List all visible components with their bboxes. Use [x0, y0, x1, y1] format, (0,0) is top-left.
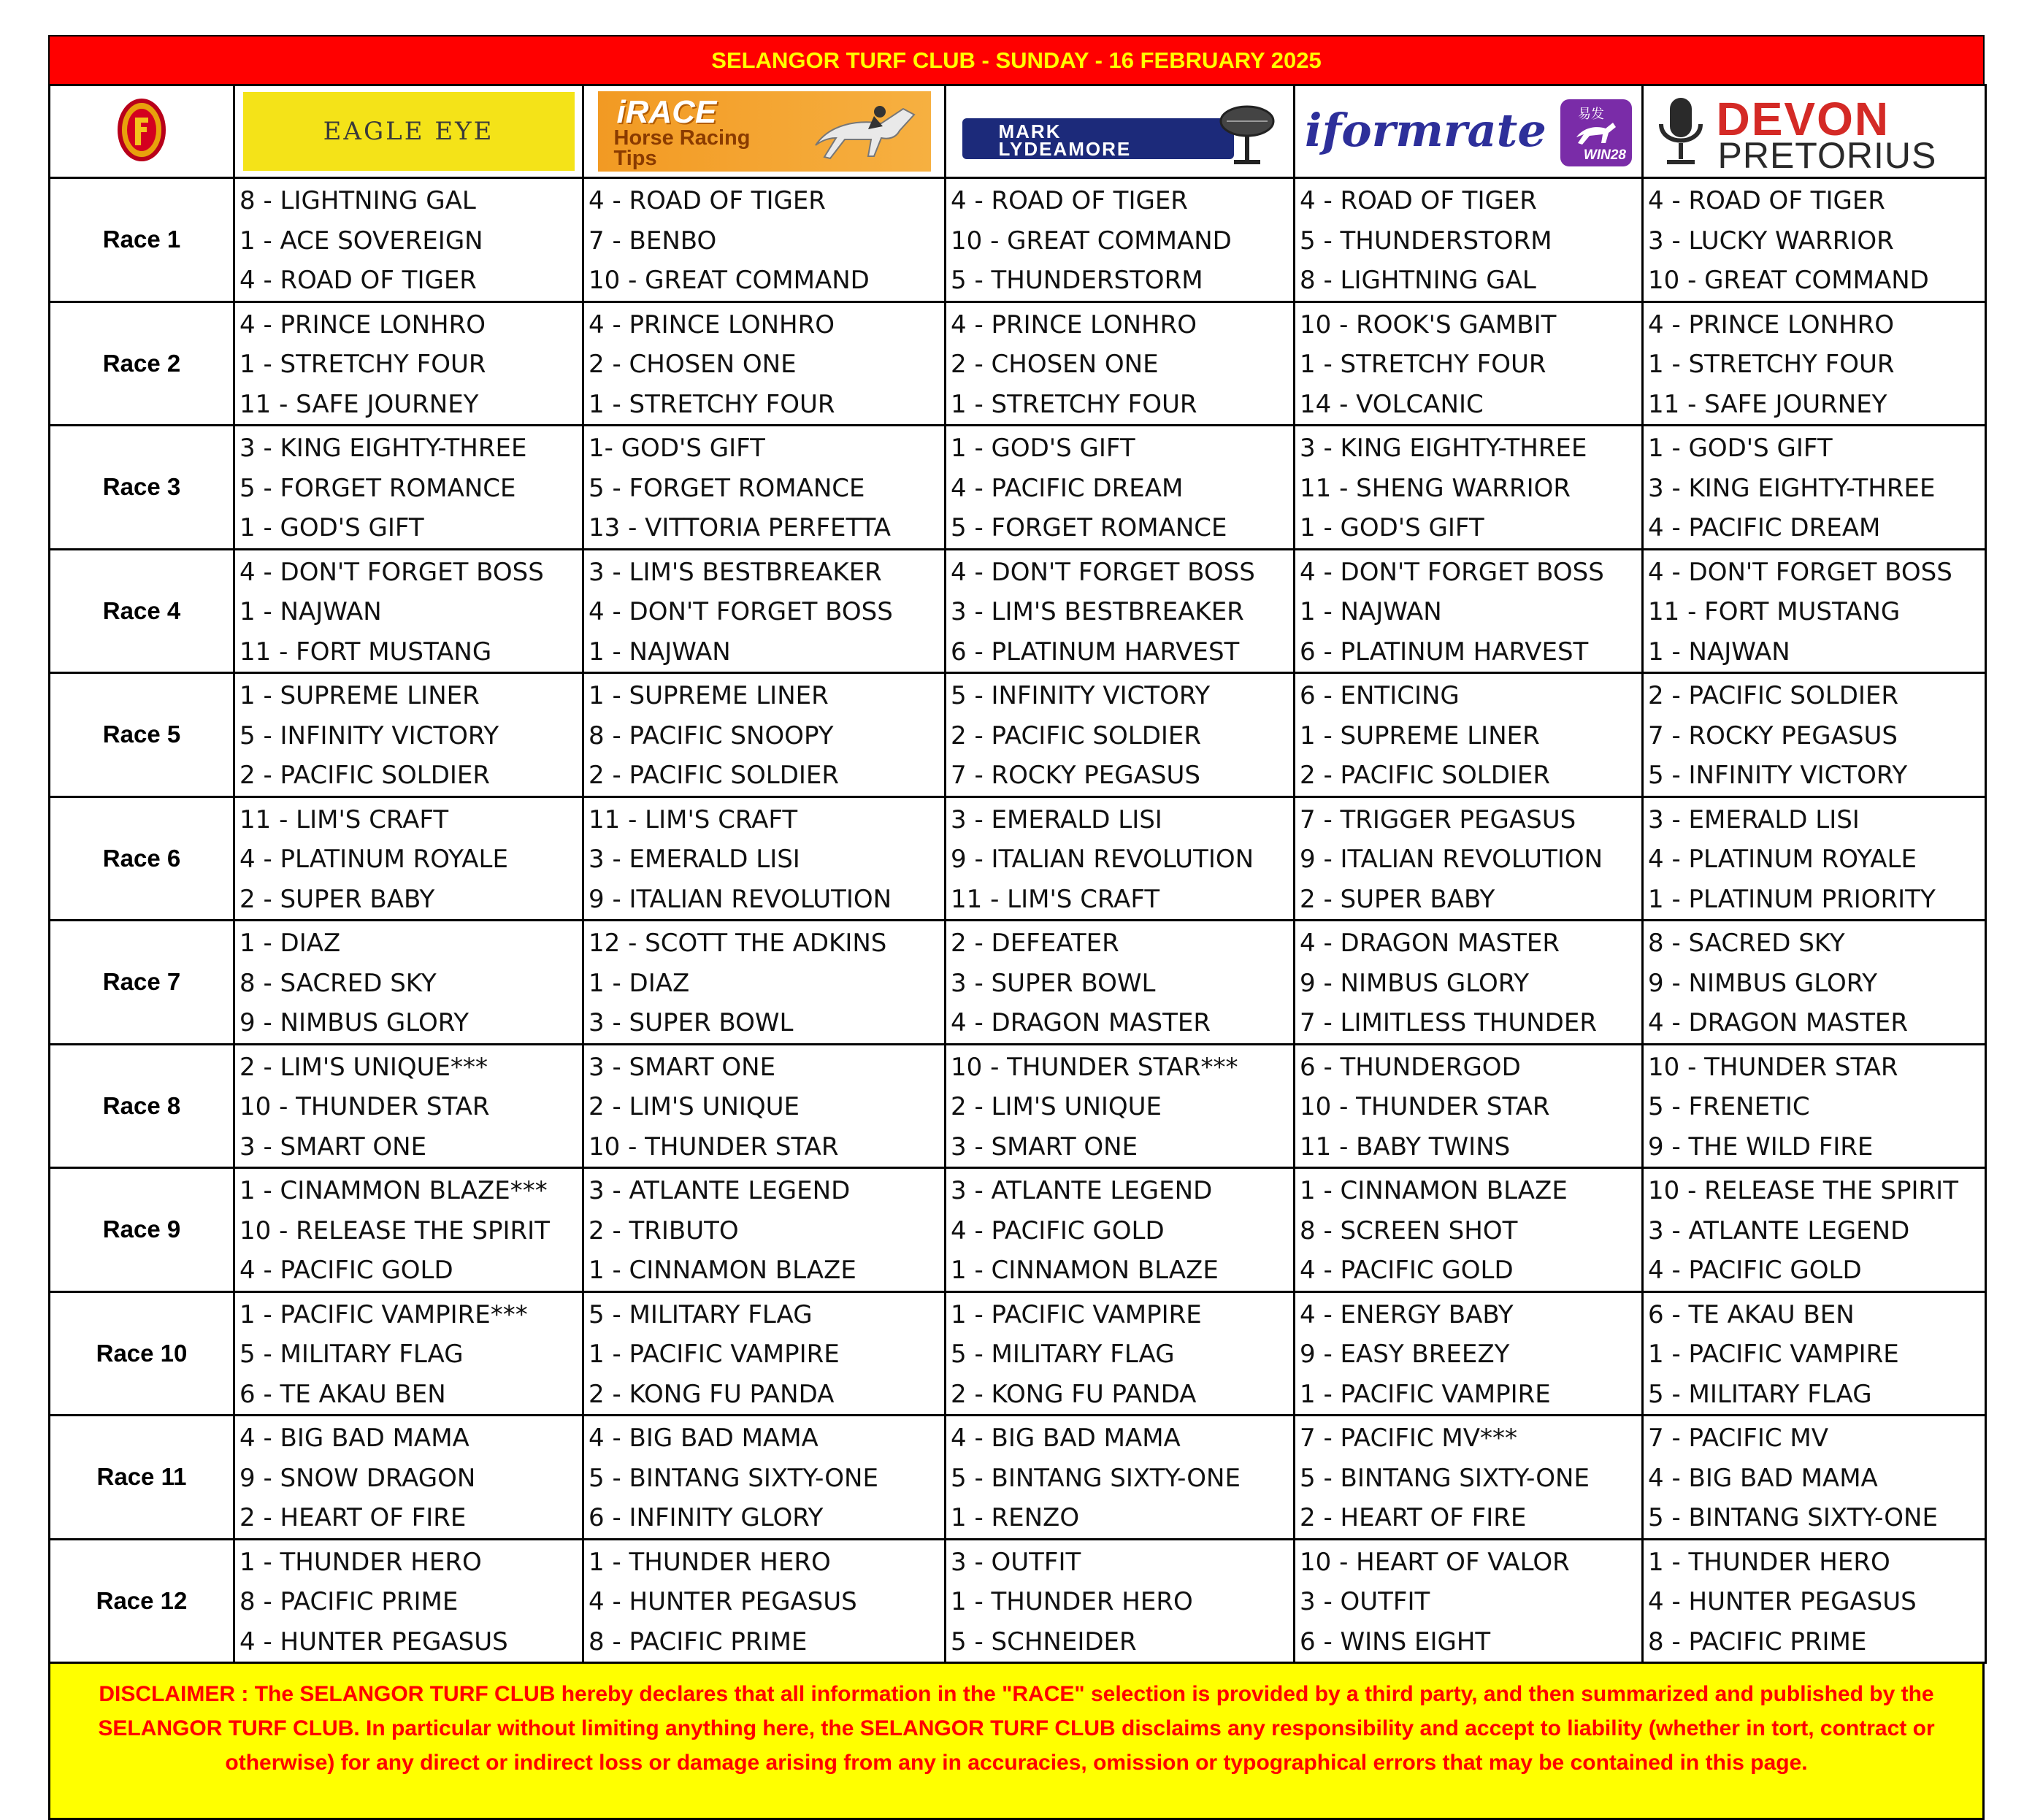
mark-lydeamore-tips-cell [946, 426, 1295, 550]
eagle-eye-tips-cell [234, 1044, 583, 1168]
race-row [50, 1539, 1986, 1663]
iformrate-tips-cell [1295, 302, 1643, 426]
tip-selection: 4 - HUNTER PEGASUS [589, 1587, 857, 1616]
tip-selection: 6 - WINS EIGHT [1300, 1627, 1491, 1656]
mark-lydeamore-logo-cell [946, 85, 1295, 178]
mark-lydeamore-tips-cell [946, 1539, 1295, 1663]
tip-selection: 4 - BIG BAD MAMA [239, 1424, 469, 1453]
tip-selection: 8 - LIGHTNING GAL [1300, 266, 1536, 295]
tip-selection: 4 - PACIFIC DREAM [1648, 513, 1881, 542]
tip-selection: 4 - ROAD OF TIGER [589, 186, 826, 215]
tip-selection: 4 - PRINCE LONHRO [239, 310, 486, 339]
devon-pretorius-tips-cell [1643, 1168, 1986, 1292]
tip-selection: 8 - PACIFIC PRIME [589, 1627, 808, 1656]
tip-selection: 3 - LIM'S BESTBREAKER [951, 597, 1244, 626]
tip-selection: 4 - BIG BAD MAMA [589, 1424, 819, 1453]
iformrate-tips-cell [1295, 673, 1643, 797]
tip-selection: 1 - PACIFIC VAMPIRE [589, 1340, 840, 1369]
tip-selection: 3 - KING EIGHTY-THREE [239, 434, 527, 463]
tip-selection: 1 - PACIFIC VAMPIRE*** [239, 1299, 528, 1329]
tip-selection: 11 - SAFE JOURNEY [239, 389, 479, 419]
race-row [50, 302, 1986, 426]
race-row [50, 921, 1986, 1045]
tip-selection: 6 - PLATINUM HARVEST [951, 637, 1240, 667]
tip-selection: 1 - SUPREME LINER [1300, 721, 1540, 750]
mark-lydeamore-tips-cell [946, 1044, 1295, 1168]
race-row [50, 1416, 1986, 1540]
irace-logo-subtitle: Horse Racing Tips [613, 126, 751, 170]
mark-lydeamore-tips-cell [946, 1291, 1295, 1416]
tip-selection: 1- GOD'S GIFT [589, 434, 765, 463]
irace-tips-cell [583, 426, 946, 550]
tip-selection: 3 - SMART ONE [239, 1132, 427, 1162]
tip-selection: 1 - DIAZ [239, 929, 341, 958]
tip-selection: 1 - PACIFIC VAMPIRE [1300, 1379, 1551, 1409]
tip-selection: 11 - FORT MUSTANG [239, 637, 492, 667]
mark-lydeamore-name: MARK LYDEAMORE [962, 118, 1234, 159]
tip-selection: 3 - LUCKY WARRIOR [1648, 226, 1894, 256]
race-label: Race 3 [50, 426, 234, 550]
tip-selection: 3 - OUTFIT [951, 1547, 1081, 1577]
race-label: Race 11 [50, 1416, 234, 1540]
tip-selection: 8 - SACRED SKY [239, 968, 437, 998]
tip-selection: 9 - NIMBUS GLORY [1648, 968, 1877, 998]
tip-selection: 5 - BINTANG SIXTY-ONE [589, 1463, 878, 1493]
tip-selection: 5 - THUNDERSTORM [1300, 226, 1552, 256]
tip-selection: 9 - ITALIAN REVOLUTION [951, 845, 1254, 874]
tip-selection: 3 - OUTFIT [1300, 1587, 1430, 1616]
iformrate-tips-cell [1295, 1291, 1643, 1416]
tip-selection: 10 - THUNDER STAR [1648, 1052, 1898, 1082]
tip-selection: 1 - THUNDER HERO [1648, 1547, 1890, 1577]
eagle-eye-tips-cell [234, 302, 583, 426]
tip-selection: 3 - ATLANTE LEGEND [589, 1176, 851, 1205]
mark-lydeamore-tips-cell [946, 549, 1295, 673]
tip-selection: 9 - ITALIAN REVOLUTION [589, 884, 892, 914]
tip-selection: 4 - PRINCE LONHRO [589, 310, 835, 339]
tip-selection: 4 - ENERGY BABY [1300, 1299, 1514, 1329]
tip-selection: 4 - DRAGON MASTER [951, 1008, 1211, 1037]
mark-lydeamore-tips-cell [946, 1168, 1295, 1292]
tip-selection: 6 - ENTICING [1300, 681, 1460, 710]
devon-pretorius-logo [1647, 92, 1982, 176]
tip-selection: 2 - HEART OF FIRE [1300, 1503, 1527, 1532]
tip-selection: 6 - THUNDERGOD [1300, 1052, 1521, 1082]
disclaimer: DISCLAIMER : The SELANGOR TURF CLUB hereby declares that all information in the "RACE" selection is provided by a third party, and then summarized and published by the SELANGOR TURF CLUB. In particular without limiting anything here, the SELANGOR TURF CLUB disclaims any responsibility and accept to liability (whether in tort, contract or otherwise) for any direct or indirect loss or damage arising from any in accuracies, omission or typographical errors that may be contained in this page. [48, 1664, 1985, 1820]
tip-selection: 2 - SUPER BABY [239, 884, 435, 914]
tip-selection: 1 - PACIFIC VAMPIRE [1648, 1340, 1899, 1369]
tip-selection: 3 - KING EIGHTY-THREE [1648, 473, 1936, 503]
tip-selection: 5 - FORGET ROMANCE [951, 513, 1227, 542]
tip-selection: 1 - NAJWAN [1648, 637, 1790, 667]
tip-selection: 9 - EASY BREEZY [1300, 1340, 1510, 1369]
tip-selection: 1 - STRETCHY FOUR [1648, 350, 1895, 379]
irace-tips-cell [583, 1044, 946, 1168]
tip-selection: 1 - ACE SOVEREIGN [239, 226, 483, 256]
tip-selection: 5 - BINTANG SIXTY-ONE [951, 1463, 1241, 1493]
tip-selection: 3 - SUPER BOWL [589, 1008, 794, 1037]
tip-selection: 11 - LIM'S CRAFT [951, 884, 1160, 914]
running-horse-icon [1573, 120, 1617, 146]
tip-selection: 11 - LIM'S CRAFT [239, 805, 449, 834]
mark-lydeamore-logo [962, 96, 1278, 166]
tip-selection: 4 - HUNTER PEGASUS [239, 1627, 508, 1656]
tip-selection: 5 - MILITARY FLAG [951, 1340, 1175, 1369]
tip-selection: 1 - PLATINUM PRIORITY [1648, 884, 1936, 914]
tip-selection: 4 - PRINCE LONHRO [951, 310, 1197, 339]
race-label: Race 5 [50, 673, 234, 797]
tip-selection: 3 - ATLANTE LEGEND [1648, 1216, 1910, 1245]
microphone-icon [1205, 96, 1278, 166]
devon-pretorius-tips-cell [1643, 921, 1986, 1045]
iformrate-tips-cell [1295, 549, 1643, 673]
eagle-eye-tips-cell [234, 673, 583, 797]
tip-selection: 5 - INFINITY VICTORY [239, 721, 499, 750]
iformrate-tips-cell [1295, 921, 1643, 1045]
tip-selection: 4 - DON'T FORGET BOSS [1300, 557, 1604, 587]
tip-selection: 1 - CINNAMON BLAZE [951, 1256, 1219, 1285]
tip-selection: 1 - THUNDER HERO [951, 1587, 1193, 1616]
devon-pretorius-tips-cell [1643, 1044, 1986, 1168]
tip-selection: 5 - MILITARY FLAG [589, 1299, 813, 1329]
tip-selection: 11 - SHENG WARRIOR [1300, 473, 1571, 503]
selangor-turf-club-logo-icon [116, 97, 167, 163]
race-row [50, 178, 1986, 302]
tip-selection: 7 - BENBO [589, 226, 717, 256]
race-row [50, 1168, 1986, 1292]
devon-wordmark: DEVON [1716, 93, 1890, 145]
tip-selection: 4 - DON'T FORGET BOSS [1648, 557, 1952, 587]
tip-selection: 5 - MILITARY FLAG [239, 1340, 464, 1369]
tip-selection: 3 - EMERALD LISI [589, 845, 800, 874]
tip-selection: 1 - GOD'S GIFT [951, 434, 1135, 463]
tip-selection: 7 - ROCKY PEGASUS [951, 761, 1200, 790]
eagle-eye-tips-cell [234, 1416, 583, 1540]
tip-selection: 1 - THUNDER HERO [239, 1547, 482, 1577]
tip-selection: 5 - FORGET ROMANCE [589, 473, 865, 503]
tip-selection: 4 - PLATINUM ROYALE [1648, 845, 1917, 874]
race-row [50, 426, 1986, 550]
win28-badge: 易发 WIN28 [1560, 99, 1632, 166]
race-label: Race 12 [50, 1539, 234, 1663]
race-label: Race 10 [50, 1291, 234, 1416]
tip-selection: 7 - LIMITLESS THUNDER [1300, 1008, 1597, 1037]
tip-selection: 2 - PACIFIC SOLDIER [1300, 761, 1551, 790]
mark-lydeamore-tips-cell [946, 302, 1295, 426]
tip-selection: 1 - STRETCHY FOUR [589, 389, 835, 419]
tip-selection: 9 - SNOW DRAGON [239, 1463, 476, 1493]
devon-pretorius-logo-cell [1643, 85, 1986, 178]
eagle-eye-tips-cell [234, 921, 583, 1045]
devon-pretorius-tips-cell [1643, 1539, 1986, 1663]
tip-selection: 8 - PACIFIC PRIME [1648, 1627, 1867, 1656]
tip-selection: 4 - PACIFIC GOLD [239, 1256, 453, 1285]
race-label: Race 4 [50, 549, 234, 673]
tip-selection: 4 - BIG BAD MAMA [951, 1424, 1181, 1453]
devon-pretorius-tips-cell [1643, 426, 1986, 550]
eagle-eye-tips-cell [234, 796, 583, 921]
tip-selection: 3 - SMART ONE [951, 1132, 1138, 1162]
tip-selection: 10 - THUNDER STAR*** [951, 1052, 1238, 1082]
race-label: Race 6 [50, 796, 234, 921]
tip-selection: 10 - THUNDER STAR [589, 1132, 839, 1162]
tip-selection: 1 - GOD'S GIFT [1300, 513, 1484, 542]
eagle-eye-tips-cell [234, 1168, 583, 1292]
tip-selection: 3 - SUPER BOWL [951, 968, 1156, 998]
tip-selection: 1 - NAJWAN [1300, 597, 1442, 626]
tip-selection: 5 - BINTANG SIXTY-ONE [1648, 1503, 1938, 1532]
tip-selection: 5 - MILITARY FLAG [1648, 1379, 1872, 1409]
race-row [50, 796, 1986, 921]
iformrate-tips-cell [1295, 1044, 1643, 1168]
tip-selection: 4 - DON'T FORGET BOSS [239, 557, 544, 587]
tip-selection: 4 - ROAD OF TIGER [1648, 186, 1885, 215]
devon-pretorius-tips-cell [1643, 178, 1986, 302]
racehorse-icon [801, 94, 925, 167]
iformrate-logo [1302, 93, 1635, 169]
irace-logo-title: iRACE [616, 94, 717, 130]
race-row [50, 549, 1986, 673]
eagle-eye-logo: EAGLE EYE [243, 92, 575, 171]
tip-selection: 2 - PACIFIC SOLDIER [1648, 681, 1899, 710]
devon-pretorius-tips-cell [1643, 1291, 1986, 1416]
tip-selection: 5 - SCHNEIDER [951, 1627, 1137, 1656]
tip-selection: 10 - THUNDER STAR [1300, 1092, 1550, 1121]
race-row [50, 1291, 1986, 1416]
tip-selection: 3 - EMERALD LISI [951, 805, 1162, 834]
pretorius-wordmark: PRETORIUS [1717, 135, 1937, 176]
tip-selection: 4 - DON'T FORGET BOSS [951, 557, 1255, 587]
tips-sheet [48, 35, 1985, 1820]
irace-tips-cell [583, 178, 946, 302]
tip-selection: 11 - BABY TWINS [1300, 1132, 1511, 1162]
iformrate-tips-cell [1295, 796, 1643, 921]
tip-selection: 1 - CINNAMON BLAZE [1300, 1176, 1568, 1205]
iformrate-tips-cell [1295, 1416, 1643, 1540]
tip-selection: 9 - ITALIAN REVOLUTION [1300, 845, 1603, 874]
tip-selection: 2 - LIM'S UNIQUE [589, 1092, 800, 1121]
irace-logo-cell [583, 85, 946, 178]
tip-selection: 4 - PLATINUM ROYALE [239, 845, 508, 874]
tip-selection: 3 - ATLANTE LEGEND [951, 1176, 1213, 1205]
race-label: Race 2 [50, 302, 234, 426]
tip-selection: 6 - INFINITY GLORY [589, 1503, 824, 1532]
tip-selection: 4 - ROAD OF TIGER [1300, 186, 1537, 215]
eagle-eye-tips-cell [234, 1539, 583, 1663]
tip-selection: 6 - TE AKAU BEN [1648, 1299, 1855, 1329]
tip-selection: 5 - FORGET ROMANCE [239, 473, 516, 503]
tip-selection: 4 - PACIFIC GOLD [1648, 1256, 1862, 1285]
tip-selection: 1 - SUPREME LINER [239, 681, 480, 710]
devon-pretorius-tips-cell [1643, 1416, 1986, 1540]
tip-selection: 12 - SCOTT THE ADKINS [589, 929, 887, 958]
tip-selection: 3 - KING EIGHTY-THREE [1300, 434, 1587, 463]
mark-lydeamore-tips-cell [946, 921, 1295, 1045]
eagle-eye-tips-cell [234, 549, 583, 673]
tip-selection: 1 - GOD'S GIFT [239, 513, 424, 542]
tip-selection: 2 - CHOSEN ONE [589, 350, 797, 379]
tip-selection: 10 - RELEASE THE SPIRIT [1648, 1176, 1958, 1205]
tip-selection: 1 - RENZO [951, 1503, 1080, 1532]
tip-selection: 8 - SACRED SKY [1648, 929, 1845, 958]
tip-selection: 2 - TRIBUTO [589, 1216, 739, 1245]
race-label: Race 8 [50, 1044, 234, 1168]
devon-pretorius-tips-cell [1643, 673, 1986, 797]
iformrate-logo-cell [1295, 85, 1643, 178]
irace-tips-cell [583, 1416, 946, 1540]
tip-selection: 2 - PACIFIC SOLDIER [589, 761, 840, 790]
tip-selection: 5 - THUNDERSTORM [951, 266, 1203, 295]
tip-selection: 11 - FORT MUSTANG [1648, 597, 1901, 626]
tip-selection: 1 - GOD'S GIFT [1648, 434, 1833, 463]
tip-selection: 9 - NIMBUS GLORY [1300, 968, 1529, 998]
tip-selection: 10 - GREAT COMMAND [951, 226, 1232, 256]
tip-selection: 3 - SMART ONE [589, 1052, 776, 1082]
tip-selection: 10 - ROOK'S GAMBIT [1300, 310, 1557, 339]
tip-selection: 5 - INFINITY VICTORY [1648, 761, 1908, 790]
tip-selection: 2 - PACIFIC SOLDIER [951, 721, 1202, 750]
tip-selection: 1 - CINNAMON BLAZE [589, 1256, 856, 1285]
mark-lydeamore-tips-cell [946, 1416, 1295, 1540]
tip-selection: 2 - SUPER BABY [1300, 884, 1495, 914]
mark-lydeamore-tips-cell [946, 673, 1295, 797]
tip-selection: 5 - FRENETIC [1648, 1092, 1810, 1121]
tip-selection: 2 - KONG FU PANDA [589, 1379, 835, 1409]
iformrate-tips-cell [1295, 426, 1643, 550]
irace-tips-cell [583, 673, 946, 797]
tip-selection: 7 - PACIFIC MV [1648, 1424, 1828, 1453]
tip-selection: 4 - ROAD OF TIGER [239, 266, 477, 295]
iformrate-wordmark: iformrate [1305, 104, 1546, 157]
tip-selection: 4 - PACIFIC GOLD [1300, 1256, 1514, 1285]
tip-selection: 2 - KONG FU PANDA [951, 1379, 1197, 1409]
tip-selection: 10 - HEART OF VALOR [1300, 1547, 1570, 1577]
page-title: SELANGOR TURF CLUB - SUNDAY - 16 FEBRUARY 2025 [48, 35, 1985, 84]
tip-selection: 9 - THE WILD FIRE [1648, 1132, 1874, 1162]
podcast-mic-icon [1652, 95, 1711, 168]
tip-selection: 6 - PLATINUM HARVEST [1300, 637, 1589, 667]
mark-lydeamore-tips-cell [946, 178, 1295, 302]
irace-tips-cell [583, 549, 946, 673]
tip-selection: 1 - PACIFIC VAMPIRE [951, 1299, 1202, 1329]
tip-selection: 1 - SUPREME LINER [589, 681, 829, 710]
tip-selection: 13 - VITTORIA PERFETTA [589, 513, 892, 542]
tip-selection: 10 - GREAT COMMAND [589, 266, 870, 295]
race-row [50, 1044, 1986, 1168]
tip-selection: 4 - PACIFIC GOLD [951, 1216, 1165, 1245]
tip-selection: 9 - NIMBUS GLORY [239, 1008, 469, 1037]
tip-selection: 10 - RELEASE THE SPIRIT [239, 1216, 550, 1245]
iformrate-tips-cell [1295, 1168, 1643, 1292]
tip-selection: 2 - LIM'S UNIQUE [951, 1092, 1162, 1121]
irace-logo [598, 91, 931, 172]
race-label: Race 7 [50, 921, 234, 1045]
tip-selection: 1 - CINAMMON BLAZE*** [239, 1176, 548, 1205]
tip-selection: 4 - PACIFIC DREAM [951, 473, 1184, 503]
tip-selection: 1 - THUNDER HERO [589, 1547, 831, 1577]
tip-selection: 7 - TRIGGER PEGASUS [1300, 805, 1576, 834]
irace-tips-cell [583, 1291, 946, 1416]
tip-selection: 3 - EMERALD LISI [1648, 805, 1860, 834]
eagle-eye-tips-cell [234, 426, 583, 550]
club-logo-cell [50, 85, 234, 178]
tip-selection: 2 - DEFEATER [951, 929, 1119, 958]
tip-selection: 11 - SAFE JOURNEY [1648, 389, 1887, 419]
iformrate-tips-cell [1295, 178, 1643, 302]
race-label: Race 1 [50, 178, 234, 302]
tip-selection: 4 - DRAGON MASTER [1648, 1008, 1909, 1037]
tip-selection: 8 - SCREEN SHOT [1300, 1216, 1518, 1245]
irace-tips-cell [583, 1168, 946, 1292]
tip-selection: 10 - THUNDER STAR [239, 1092, 490, 1121]
tip-selection: 10 - GREAT COMMAND [1648, 266, 1929, 295]
tip-selection: 5 - INFINITY VICTORY [951, 681, 1211, 710]
tip-selection: 2 - PACIFIC SOLDIER [239, 761, 491, 790]
tip-selection: 1 - STRETCHY FOUR [239, 350, 486, 379]
tip-selection: 4 - BIG BAD MAMA [1648, 1463, 1878, 1493]
eagle-eye-tips-cell [234, 178, 583, 302]
tip-selection: 1 - STRETCHY FOUR [1300, 350, 1546, 379]
tip-selection: 3 - LIM'S BESTBREAKER [589, 557, 882, 587]
race-row [50, 673, 1986, 797]
irace-tips-cell [583, 921, 946, 1045]
mark-lydeamore-tips-cell [946, 796, 1295, 921]
eagle-eye-logo-cell [234, 85, 583, 178]
tip-selection: 1 - NAJWAN [239, 597, 382, 626]
tip-selection: 4 - HUNTER PEGASUS [1648, 1587, 1917, 1616]
tip-selection: 8 - LIGHTNING GAL [239, 186, 476, 215]
tip-selection: 8 - PACIFIC SNOOPY [589, 721, 834, 750]
tip-selection: 4 - PRINCE LONHRO [1648, 310, 1895, 339]
tip-selection: 8 - PACIFIC PRIME [239, 1587, 459, 1616]
tip-selection: 5 - BINTANG SIXTY-ONE [1300, 1463, 1590, 1493]
tip-selection: 1 - NAJWAN [589, 637, 731, 667]
tip-selection: 7 - ROCKY PEGASUS [1648, 721, 1898, 750]
tip-selection: 7 - PACIFIC MV*** [1300, 1424, 1517, 1453]
irace-tips-cell [583, 302, 946, 426]
iformrate-tips-cell [1295, 1539, 1643, 1663]
logo-row [50, 85, 1986, 178]
tip-selection: 4 - DRAGON MASTER [1300, 929, 1560, 958]
tip-selection: 2 - CHOSEN ONE [951, 350, 1159, 379]
race-label: Race 9 [50, 1168, 234, 1292]
tip-selection: 11 - LIM'S CRAFT [589, 805, 798, 834]
irace-tips-cell [583, 796, 946, 921]
tip-selection: 2 - HEART OF FIRE [239, 1503, 467, 1532]
tip-selection: 2 - LIM'S UNIQUE*** [239, 1052, 488, 1082]
tip-selection: 1 - STRETCHY FOUR [951, 389, 1197, 419]
irace-tips-cell [583, 1539, 946, 1663]
tip-selection: 4 - DON'T FORGET BOSS [589, 597, 893, 626]
tip-selection: 4 - ROAD OF TIGER [951, 186, 1188, 215]
devon-pretorius-tips-cell [1643, 302, 1986, 426]
devon-pretorius-tips-cell [1643, 549, 1986, 673]
tip-selection: 6 - TE AKAU BEN [239, 1379, 446, 1409]
eagle-eye-tips-cell [234, 1291, 583, 1416]
tip-selection: 1 - DIAZ [589, 968, 690, 998]
devon-pretorius-tips-cell [1643, 796, 1986, 921]
tips-table [48, 84, 1987, 1664]
tip-selection: 14 - VOLCANIC [1300, 389, 1484, 419]
